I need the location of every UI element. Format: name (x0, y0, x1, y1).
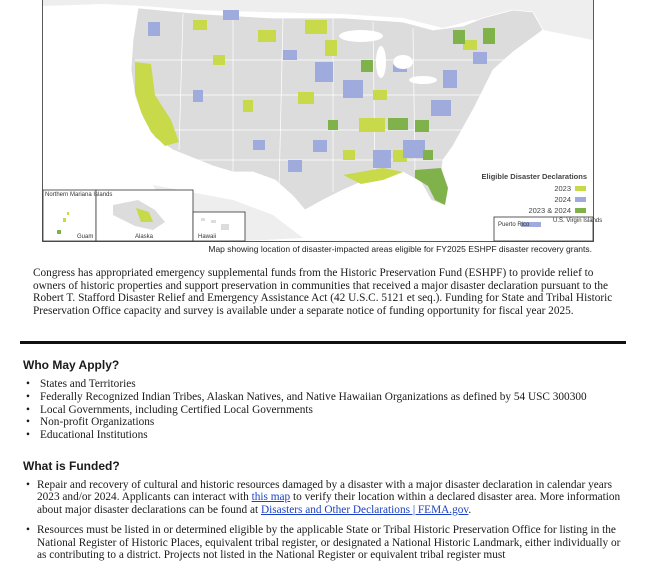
what-is-funded-heading: What is Funded? (23, 459, 120, 473)
list-item: • Local Governments, including Certified Local Governments (26, 404, 587, 417)
legend-swatch-2024 (575, 197, 586, 202)
funded-item-text: . (468, 503, 472, 516)
fema-declarations-link[interactable]: Disasters and Other Declarations | FEMA.gov (260, 503, 469, 516)
inset-label-puerto-rico: Puerto Rico (498, 222, 530, 228)
funded-item-text: Repair and recovery of cultural and historic resources damaged by a disaster with a major disaster declaration in calendar years 2023 and/or 2024. Applicants can interact with (37, 479, 612, 504)
list-item: • Resources must be listed in or determined eligible by the applicable State or Tribal Historic Preservation Office for listing in the National Register of Historic Places, equivalent tribal register, or designated a National Historic Landmark, either individually or as contributing to a district. Projects not listed in the National Register or equivalent tribal register must (26, 524, 626, 561)
who-may-apply-heading: Who May Apply? (23, 358, 120, 372)
inset-label-marianas: Northern Mariana Islands (45, 192, 113, 198)
inset-label-alaska: Alaska (135, 234, 154, 240)
legend-label-2024: 2024 (554, 195, 571, 204)
list-item: • Federally Recognized Indian Tribes, Alaskan Natives, and Native Hawaiian Organizations as defined by 54 USC 300300 (26, 391, 587, 404)
legend-label-2023: 2023 (554, 184, 571, 193)
list-item: • Educational Institutions (26, 429, 587, 442)
funded-item-text: to verify their location within a declared disaster area. More information about major disaster declarations can be found at (37, 491, 621, 516)
section-divider (20, 341, 626, 344)
eligible-applicants-list (26, 378, 587, 442)
legend-title: Eligible Disaster Declarations (481, 172, 587, 181)
map-graphic (43, 0, 603, 241)
this-map-link[interactable]: this map (251, 491, 291, 504)
funded-activities-list (26, 479, 626, 569)
list-item: • States and Territories (26, 378, 587, 391)
inset-label-virgin-islands: U.S. Virgin Islands (553, 218, 603, 224)
list-item: • Non-profit Organizations (26, 416, 587, 429)
legend-swatch-2023 (575, 186, 586, 191)
inset-label-guam: Guam (77, 234, 94, 240)
inset-label-hawaii: Hawaii (198, 234, 217, 240)
map-caption: Map showing location of disaster-impacted areas eligible for FY2025 ESHPF disaster recovery grants. (208, 244, 592, 254)
legend-swatch-both (575, 208, 586, 213)
list-item (26, 479, 626, 516)
eligibility-map (42, 0, 603, 242)
legend-label-both: 2023 & 2024 (528, 206, 571, 215)
intro-paragraph: Congress has appropriated emergency supplemental funds from the Historic Preservation Fund (ESHPF) to provide relief to owners of historic properties and support preservation in communities that received a major disaster declaration pursuant to the Robert T. Stafford Disaster Relief and Emergency Assistance Act (42 U.S.C. 5121 et seq.). Funding for State and Tribal Historic Preservation Office capacity and survey is available under a separate notice of funding opportunity for fiscal year 2025. (33, 267, 613, 317)
